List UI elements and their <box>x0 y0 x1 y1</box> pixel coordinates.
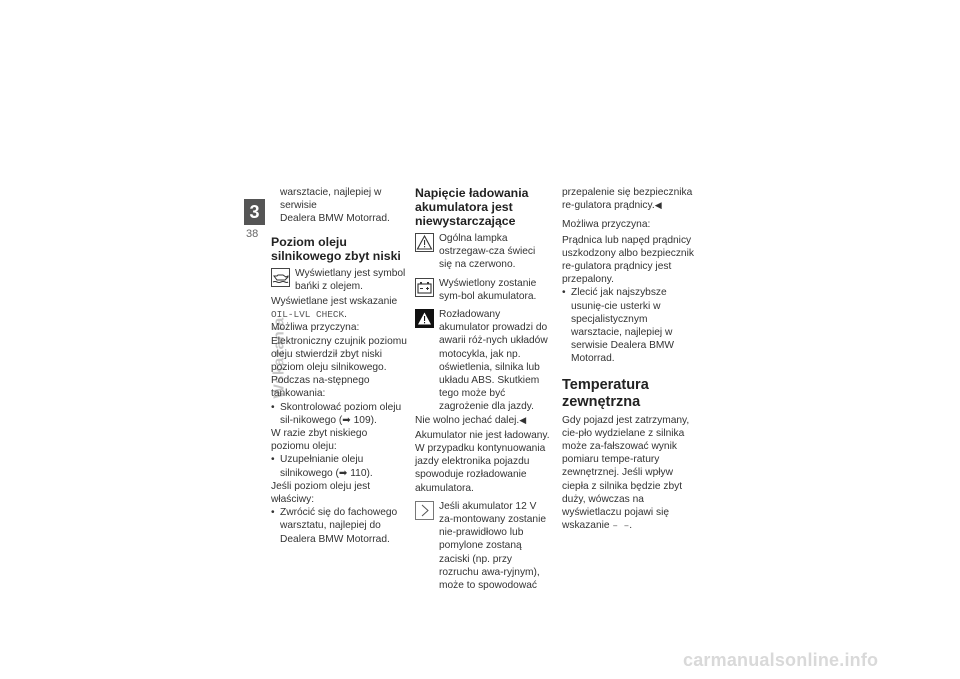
temperature-text <box>562 414 698 533</box>
note-arrow-icon <box>415 501 434 520</box>
battery-icon <box>415 278 434 297</box>
note-block <box>415 500 551 592</box>
bullet-check-oil: • Skontrolować poziom oleju sil-nikowego (➡ 109). <box>271 401 407 427</box>
fuse-continuation <box>562 186 698 212</box>
column-1 <box>271 186 407 546</box>
oil-can-icon <box>271 268 290 287</box>
bullet-list-1 <box>271 401 407 427</box>
general-warning-icon <box>415 233 434 252</box>
end-mark-icon: ◀ <box>519 414 527 425</box>
heading-outside-temperature: Temperatura zewnętrzna <box>562 376 649 410</box>
column-3 <box>562 186 698 532</box>
end-mark-icon: ◀ <box>654 200 662 211</box>
continuation-line-1: warsztacie, najlepiej w serwisie <box>280 187 382 212</box>
bullet-contact-workshop: • Zwrócić się do fachowego warsztatu, najlepiej do Dealera BMW Motorrad. <box>271 506 407 546</box>
general-warning-row <box>415 232 551 272</box>
continuation-line-2: Dealera BMW Motorrad. <box>280 213 390 225</box>
heading-charging-voltage: Napięcie ładowania akumulatora jest niewystarczające <box>415 186 529 228</box>
display-suffix: . <box>344 309 347 321</box>
cause-text: Elektroniczny czujnik poziomu oleju stwierdził zbyt niski poziom oleju silnikowego. Podczas na-stępnego tankowania: <box>271 335 407 400</box>
temperature-end: . <box>629 520 633 532</box>
oil-symbol-text: Wyświetlany jest symbol bańki z olejem. <box>295 267 406 292</box>
warning-do-not-continue <box>415 414 551 427</box>
warning-end-text: Nie wolno jechać dalej. <box>415 414 520 426</box>
warning-triangle-icon <box>415 309 434 328</box>
section-title-vertical: Wskazania <box>270 317 288 399</box>
temperature-body: Gdy pojazd jest zatrzymany, cie-pło wydzielane z silnika może za-fałszować wynik pomiaru tempe-ratury zewnętrznej. Jeśli wpływ ciepła z silnika będzie zbyt duży, wówczas na wyświetlaczu pojawi się wskazanie <box>562 414 690 532</box>
bullet-top-up-oil: • Uzupełnianie oleju silnikowego (➡ 110). <box>271 453 407 479</box>
general-warning-text: Ogólna lampka ostrzegaw-cza świeci się na czerwono. <box>439 233 536 271</box>
cause-label: Możliwa przyczyna: <box>271 322 360 334</box>
oil-symbol-row <box>271 267 407 293</box>
note-text: Jeśli akumulator 12 V za-montowany zostanie nie-prawidłowo lub pomylone zostaną zaciski (np. przy rozruchu awa-ryjnym), może to spowodować <box>439 500 547 592</box>
fuse-continuation-text: przepalenie się bezpiecznika re-gulatora prądnicy. <box>562 187 693 212</box>
bullet-list-3 <box>271 506 407 546</box>
bullet-repair-workshop: • Zlecić jak najszybsze usunię-cie usterki w specjalistycznym warsztacie, najlepiej w serwisie Dealera BMW Motorrad. <box>562 286 698 365</box>
display-prefix: Wyświetlane jest wskazanie <box>271 296 398 308</box>
warning-block <box>415 308 551 414</box>
bullet-list-2 <box>271 453 407 479</box>
column-2 <box>415 186 551 592</box>
battery-symbol-row <box>415 277 551 303</box>
chapter-number: 3 <box>244 199 265 225</box>
temperature-display-code: – – <box>612 520 630 532</box>
battery-not-charging-text: Akumulator nie jest ładowany. W przypadku kontynuowania jazdy elektronika pojazdu spowoduje rozładowanie akumulatora. <box>415 429 550 494</box>
watermark: carmanualsonline.info <box>683 650 879 670</box>
battery-symbol-text: Wyświetlony zostanie sym-bol akumulatora. <box>439 277 537 302</box>
cause-text: Prądnica lub napęd prądnicy uszkodzony albo bezpiecznik re-gulatora prądnicy jest przepalony. <box>562 234 694 286</box>
bullet-list-workshop <box>562 286 698 365</box>
warning-text: Rozładowany akumulator prowadzi do awarii róż-nych układów motocykla, jak np. oświetlenia, silnika lub układu ABS. Skutkiem tego może być zagrożenie dla jazdy. <box>439 309 548 413</box>
page-number: 38 <box>246 228 259 240</box>
display-code: OIL-LVL CHECK <box>271 309 345 321</box>
heading-oil-level: Poziom oleju silnikowego zbyt niski <box>271 234 401 263</box>
display-message <box>271 295 407 321</box>
if-correct-text: Jeśli poziom oleju jest właściwy: <box>271 480 371 506</box>
cause-label: Możliwa przyczyna: <box>562 219 651 231</box>
if-low-text: W razie zbyt niskiego poziomu oleju: <box>271 428 368 453</box>
